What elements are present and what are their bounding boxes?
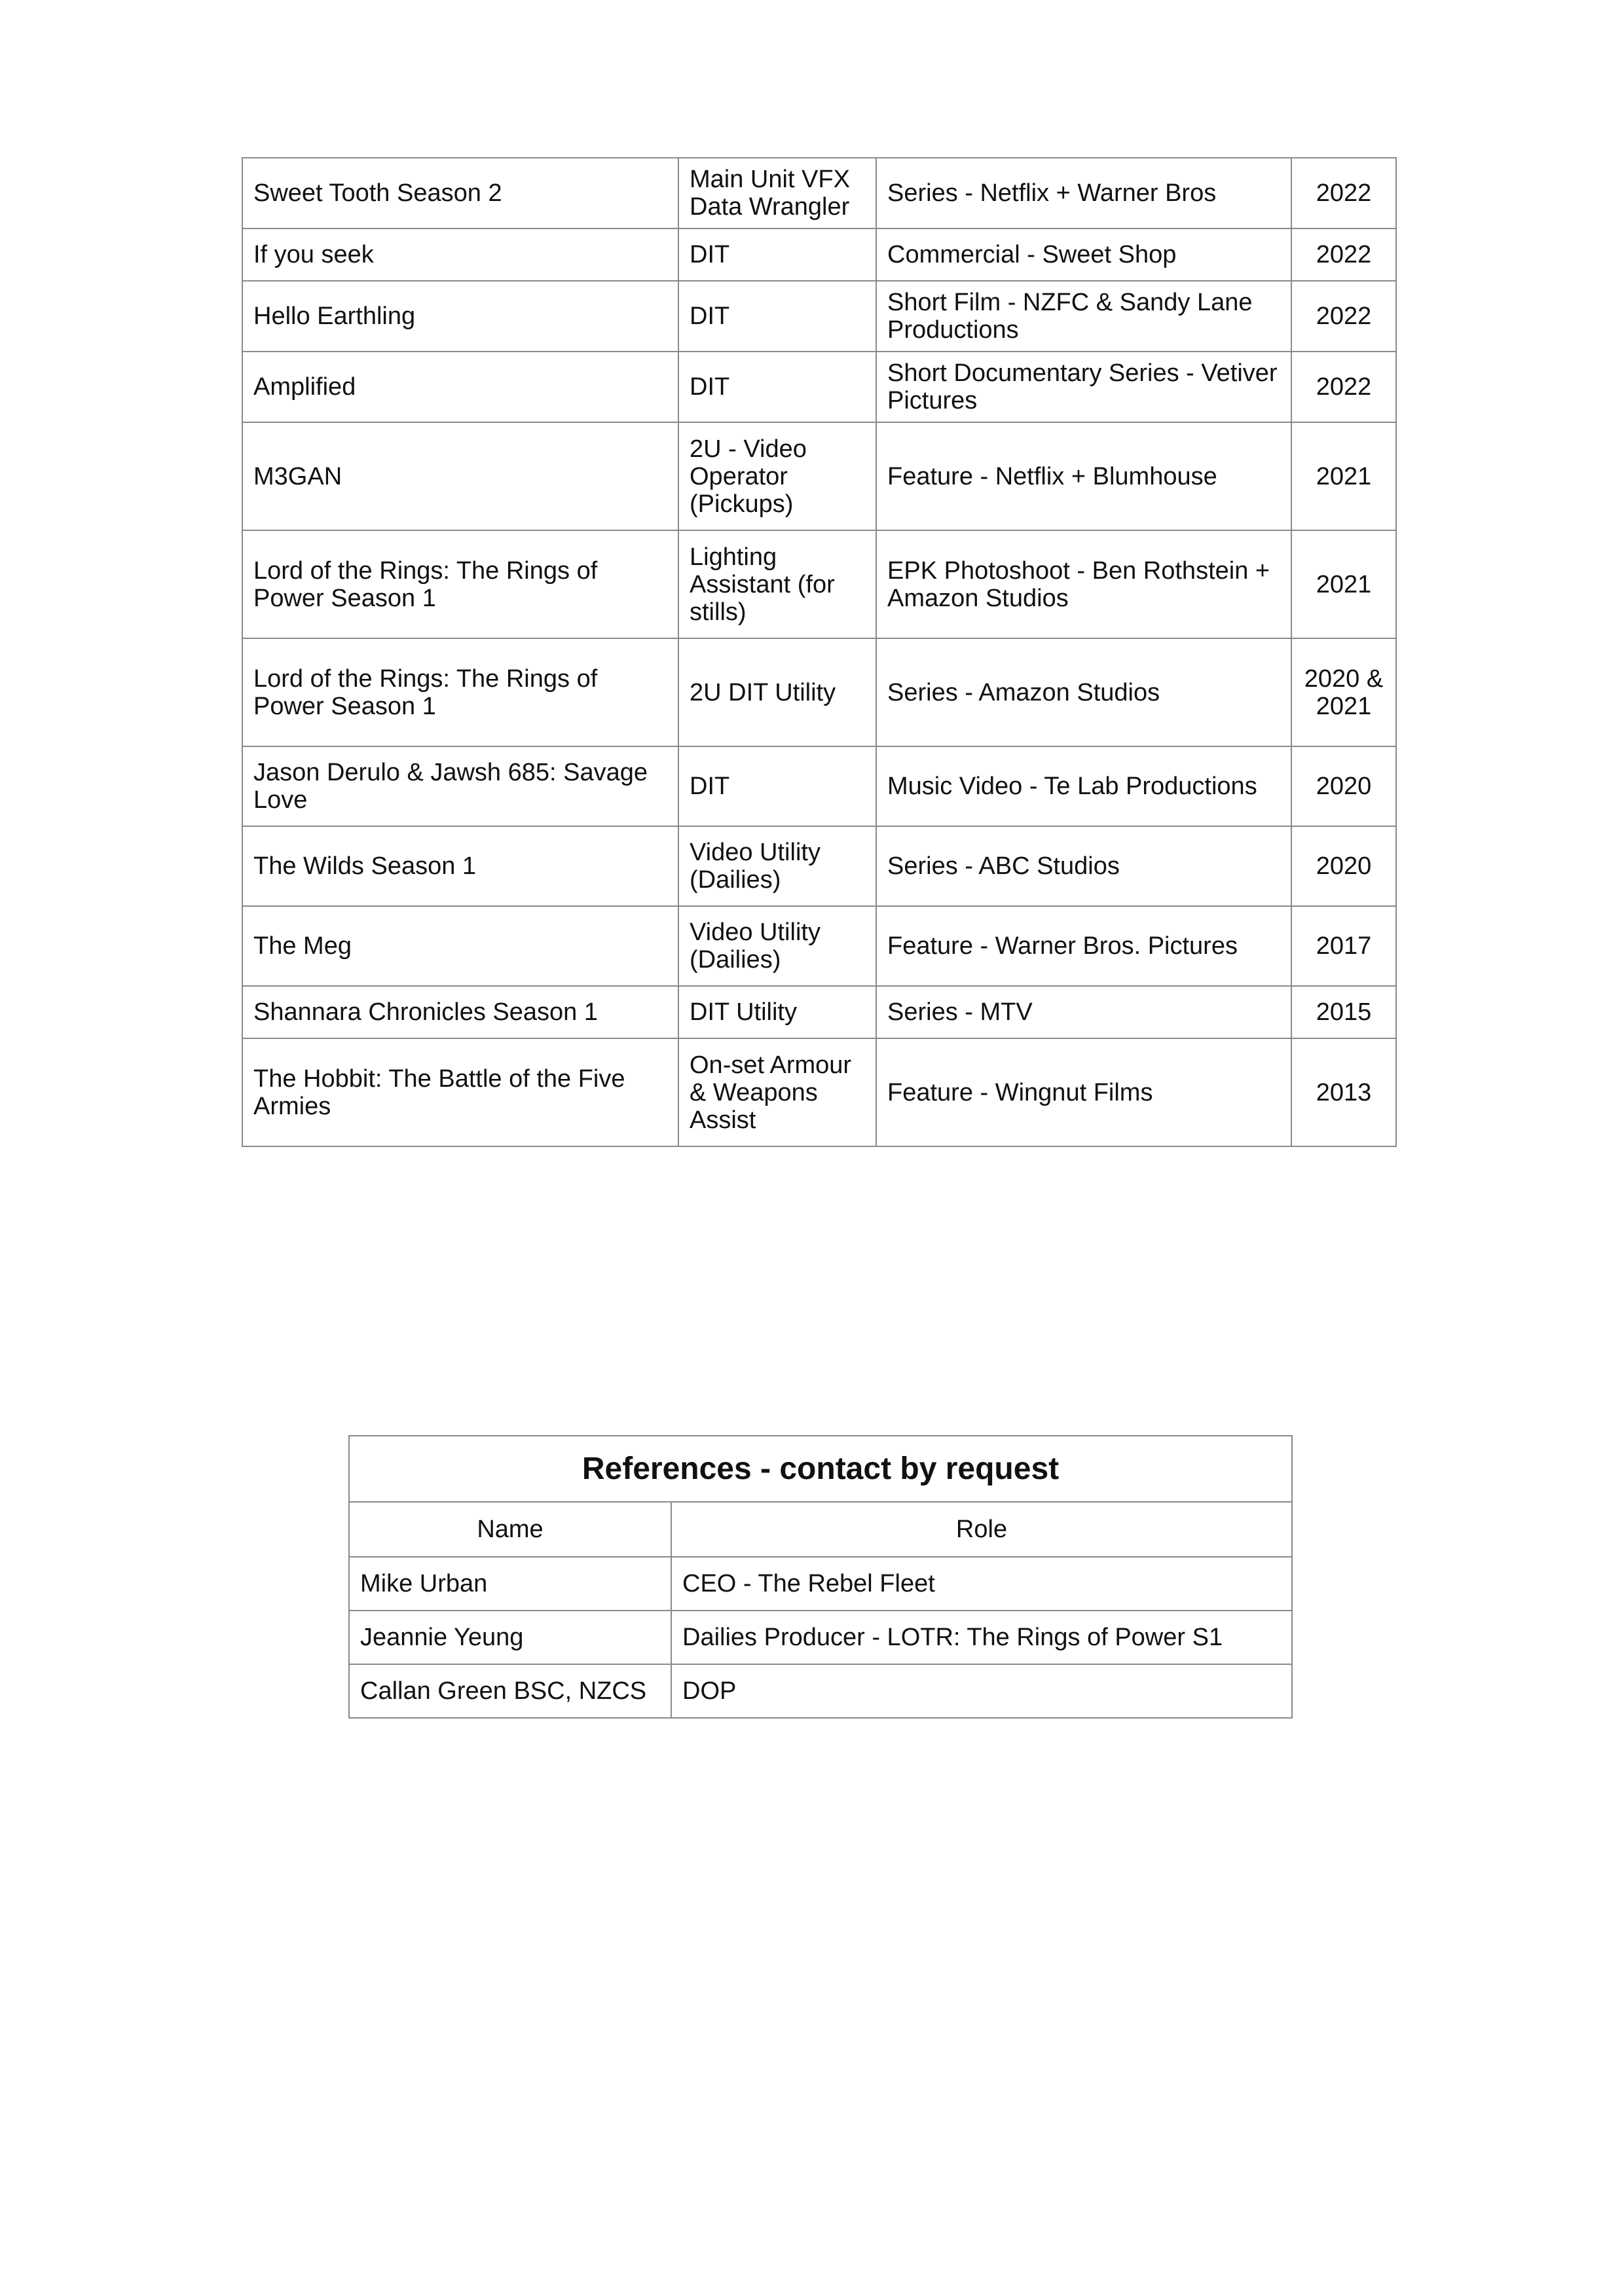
table-row: [242, 352, 1396, 422]
credit-year: 2021: [1291, 422, 1396, 530]
credit-role: Lighting Assistant (for stills): [678, 530, 876, 638]
table-row: [242, 746, 1396, 826]
references-table: [348, 1435, 1293, 1719]
credit-role: DIT: [678, 228, 876, 281]
credit-year: 2022: [1291, 281, 1396, 352]
credit-role: DIT Utility: [678, 986, 876, 1038]
credit-title: Sweet Tooth Season 2: [242, 158, 678, 228]
reference-name: Callan Green BSC, NZCS: [349, 1664, 671, 1718]
credit-year: 2020 & 2021: [1291, 638, 1396, 746]
table-row: [242, 228, 1396, 281]
credit-year: 2022: [1291, 228, 1396, 281]
reference-role: CEO - The Rebel Fleet: [671, 1557, 1292, 1611]
credit-role: Main Unit VFX Data Wrangler: [678, 158, 876, 228]
credit-production: Series - MTV: [876, 986, 1291, 1038]
credit-role: 2U DIT Utility: [678, 638, 876, 746]
credit-title: Shannara Chronicles Season 1: [242, 986, 678, 1038]
references-title: References - contact by request: [349, 1436, 1292, 1502]
credit-production: Music Video - Te Lab Productions: [876, 746, 1291, 826]
credit-role: DIT: [678, 281, 876, 352]
credit-title: Lord of the Rings: The Rings of Power Season 1: [242, 530, 678, 638]
table-row: [242, 281, 1396, 352]
credit-title: Hello Earthling: [242, 281, 678, 352]
credit-title: Jason Derulo & Jawsh 685: Savage Love: [242, 746, 678, 826]
credit-year: 2020: [1291, 826, 1396, 906]
credit-year: 2022: [1291, 352, 1396, 422]
credit-year: 2022: [1291, 158, 1396, 228]
credit-role: 2U - Video Operator (Pickups): [678, 422, 876, 530]
credit-year: 2015: [1291, 986, 1396, 1038]
credit-title: Amplified: [242, 352, 678, 422]
credit-production: Series - ABC Studios: [876, 826, 1291, 906]
reference-role: DOP: [671, 1664, 1292, 1718]
credit-production: EPK Photoshoot - Ben Rothstein + Amazon Studios: [876, 530, 1291, 638]
credit-production: Feature - Netflix + Blumhouse: [876, 422, 1291, 530]
credit-title: Lord of the Rings: The Rings of Power Season 1: [242, 638, 678, 746]
column-header-role: Role: [671, 1502, 1292, 1557]
credit-year: 2013: [1291, 1038, 1396, 1146]
reference-role: Dailies Producer - LOTR: The Rings of Power S1: [671, 1611, 1292, 1664]
credit-production: Series - Netflix + Warner Bros: [876, 158, 1291, 228]
credit-title: The Wilds Season 1: [242, 826, 678, 906]
column-header-name: Name: [349, 1502, 671, 1557]
table-row: [242, 1038, 1396, 1146]
credit-production: Series - Amazon Studios: [876, 638, 1291, 746]
credit-title: If you seek: [242, 228, 678, 281]
table-row: [242, 158, 1396, 228]
table-row: [242, 986, 1396, 1038]
credit-role: On-set Armour & Weapons Assist: [678, 1038, 876, 1146]
credit-title: M3GAN: [242, 422, 678, 530]
references-title-row: [349, 1436, 1292, 1502]
credit-production: Commercial - Sweet Shop: [876, 228, 1291, 281]
credit-production: Short Film - NZFC & Sandy Lane Productions: [876, 281, 1291, 352]
references-header-row: [349, 1502, 1292, 1557]
credit-title: The Hobbit: The Battle of the Five Armies: [242, 1038, 678, 1146]
credits-table: [242, 157, 1397, 1147]
credit-year: 2017: [1291, 906, 1396, 986]
table-row: [242, 422, 1396, 530]
credit-year: 2020: [1291, 746, 1396, 826]
credit-production: Feature - Wingnut Films: [876, 1038, 1291, 1146]
table-row: [242, 638, 1396, 746]
credit-role: DIT: [678, 746, 876, 826]
table-row: [242, 906, 1396, 986]
credit-role: DIT: [678, 352, 876, 422]
table-row: [349, 1664, 1292, 1718]
credit-year: 2021: [1291, 530, 1396, 638]
credit-production: Feature - Warner Bros. Pictures: [876, 906, 1291, 986]
reference-name: Mike Urban: [349, 1557, 671, 1611]
credit-title: The Meg: [242, 906, 678, 986]
table-row: [349, 1611, 1292, 1664]
credit-role: Video Utility (Dailies): [678, 826, 876, 906]
table-row: [349, 1557, 1292, 1611]
table-row: [242, 530, 1396, 638]
reference-name: Jeannie Yeung: [349, 1611, 671, 1664]
credit-production: Short Documentary Series - Vetiver Pictures: [876, 352, 1291, 422]
credit-role: Video Utility (Dailies): [678, 906, 876, 986]
table-row: [242, 826, 1396, 906]
